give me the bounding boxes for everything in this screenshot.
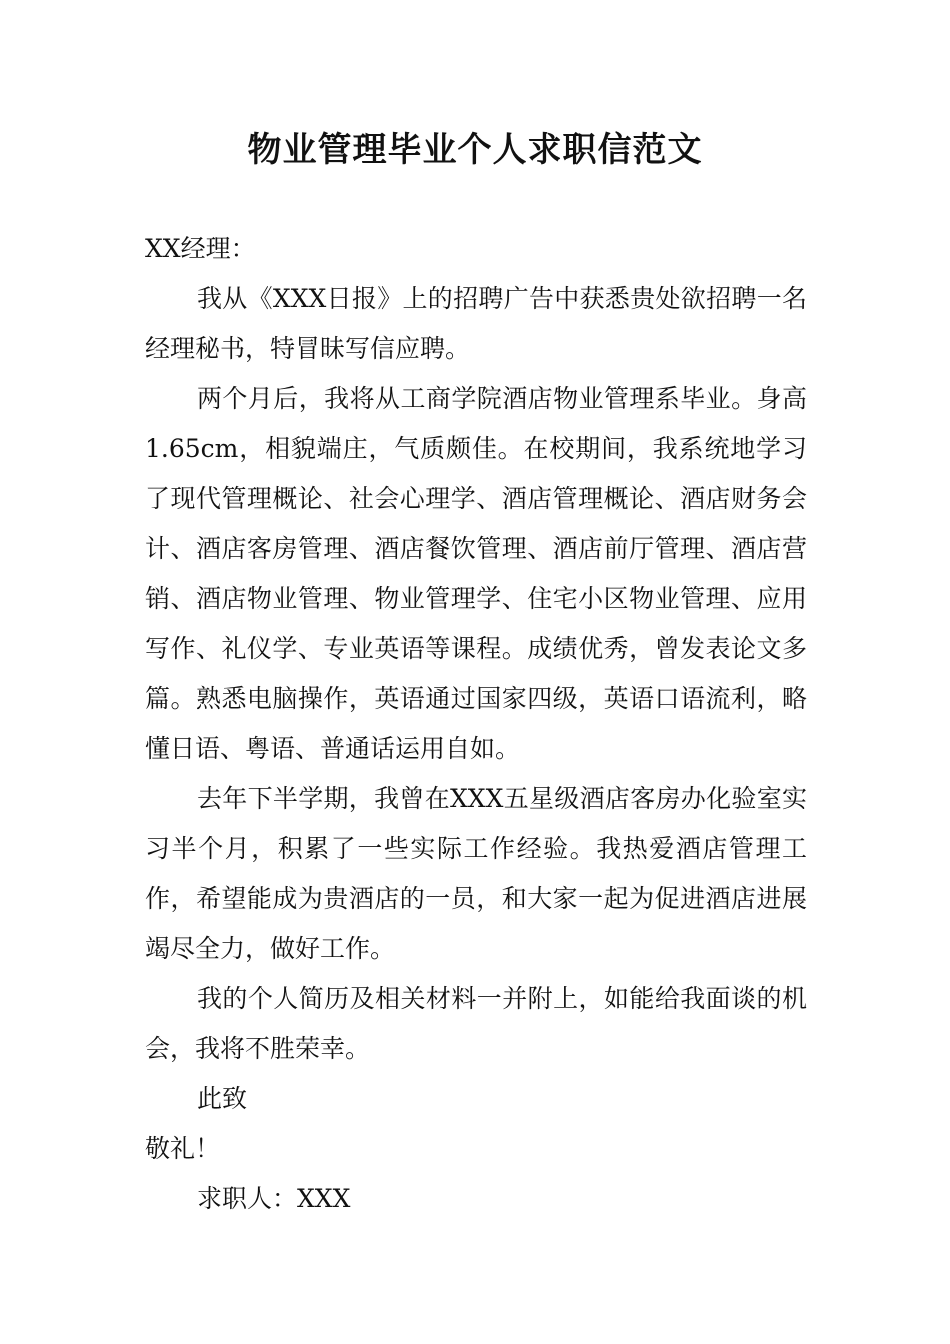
paragraph-background: 两个月后，我将从工商学院酒店物业管理系毕业。身高1.65cm，相貌端庄，气质颇佳。在校期间，我系统地学习了现代管理概论、社会心理学、酒店管理概论、酒店财务会计、酒店客房管理、酒店餐饮管理、酒店前厅管理、酒店营销、酒店物业管理、物业管理学、住宅小区物业管理、应用写作、礼仪学、专业英语等课程。成绩优秀，曾发表论文多篇。熟悉电脑操作，英语通过国家四级，英语口语流利，略懂日语、粤语、普通话运用自如。: [145, 384, 807, 763]
paragraph-attachment: 我的个人简历及相关材料一并附上，如能给我面谈的机会，我将不胜荣幸。: [145, 984, 807, 1063]
paragraph-intro: 我从《XXX日报》上的招聘广告中获悉贵处欲招聘一名经理秘书，特冒昧写信应聘。: [145, 284, 807, 363]
closing-salute: 敬礼！: [145, 1134, 221, 1163]
closing-phrase: 此致: [197, 1084, 248, 1113]
document-title: 物业管理毕业个人求职信范文: [247, 130, 703, 170]
signature: 求职人：XXX: [197, 1184, 351, 1213]
letter-body: [145, 224, 807, 1224]
paragraph-experience: 去年下半学期，我曾在XXX五星级酒店客房办化验室实习半个月，积累了一些实际工作经验。我热爱酒店管理工作，希望能成为贵酒店的一员，和大家一起为促进酒店进展竭尽全力，做好工作。: [145, 784, 807, 963]
salutation: XX经理：: [145, 234, 256, 263]
